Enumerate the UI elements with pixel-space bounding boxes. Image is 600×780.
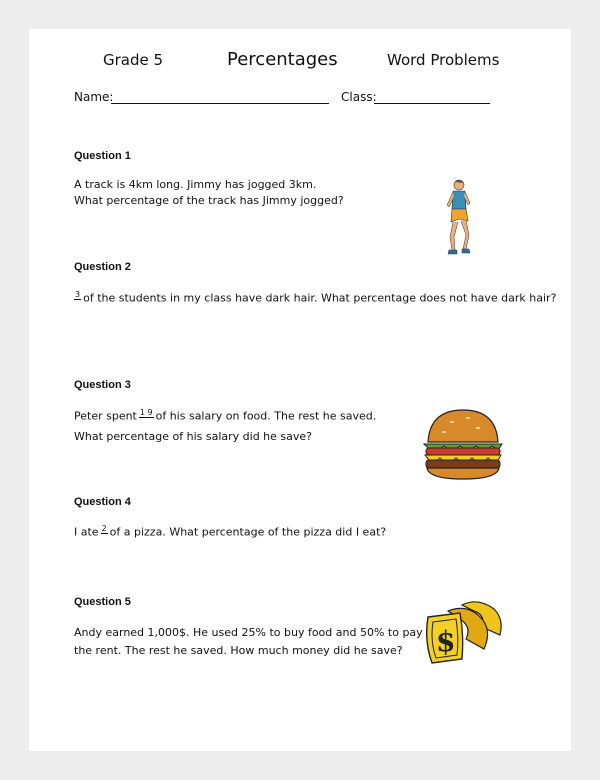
- question-3-post: of his salary on food. The rest he saved.: [155, 409, 377, 423]
- question-3-heading: Question 3: [74, 379, 131, 391]
- name-label: Name:: [74, 90, 114, 104]
- dollar-sign-glyph: $: [436, 625, 456, 658]
- question-3-line-2: What percentage of his salary did he save?: [74, 430, 313, 443]
- question-2-fraction-numerator: 3: [75, 290, 81, 299]
- question-2-heading: Question 2: [74, 261, 131, 273]
- question-4-post: of a pizza. What percentage of the pizza did I eat?: [109, 525, 387, 539]
- worksheet-subtitle: Word Problems: [387, 51, 500, 69]
- money-icon: [422, 597, 508, 667]
- question-2-text-row: [72, 290, 556, 307]
- question-4-fraction-numerator: 2: [101, 524, 107, 533]
- question-4-heading: Question 4: [74, 496, 131, 508]
- grade-label: Grade 5: [103, 51, 164, 69]
- question-5-line-2: the rent. The rest he saved. How much money did he save?: [74, 644, 403, 657]
- jogger-icon: [441, 179, 475, 257]
- question-2-text: of the students in my class have dark hair. What percentage does not have dark hair?: [83, 291, 557, 305]
- question-3-pre: Peter spent: [74, 409, 137, 423]
- burger-icon: [422, 408, 504, 480]
- class-label: Class:: [341, 90, 377, 104]
- question-4-pre: I ate: [74, 525, 99, 539]
- worksheet-page: [29, 29, 571, 751]
- class-line: [374, 103, 490, 104]
- question-3-line-1: [74, 408, 376, 425]
- question-5-line-1: Andy earned 1,000$. He used 25% to buy food and 50% to pay: [74, 626, 423, 639]
- question-5-heading: Question 5: [74, 596, 131, 608]
- question-4-line: [74, 524, 386, 541]
- question-3-fraction-numerator: 1 9: [139, 408, 153, 417]
- question-2-fraction: [74, 290, 81, 307]
- question-1-heading: Question 1: [74, 150, 131, 162]
- question-4-fraction: [101, 524, 108, 541]
- question-1-line-1: A track is 4km long. Jimmy has jogged 3km.: [74, 178, 317, 191]
- page-title: Percentages: [227, 49, 338, 70]
- question-3-fraction: [139, 408, 154, 425]
- question-1-line-2: What percentage of the track has Jimmy jogged?: [74, 194, 344, 207]
- name-line: [111, 103, 329, 104]
